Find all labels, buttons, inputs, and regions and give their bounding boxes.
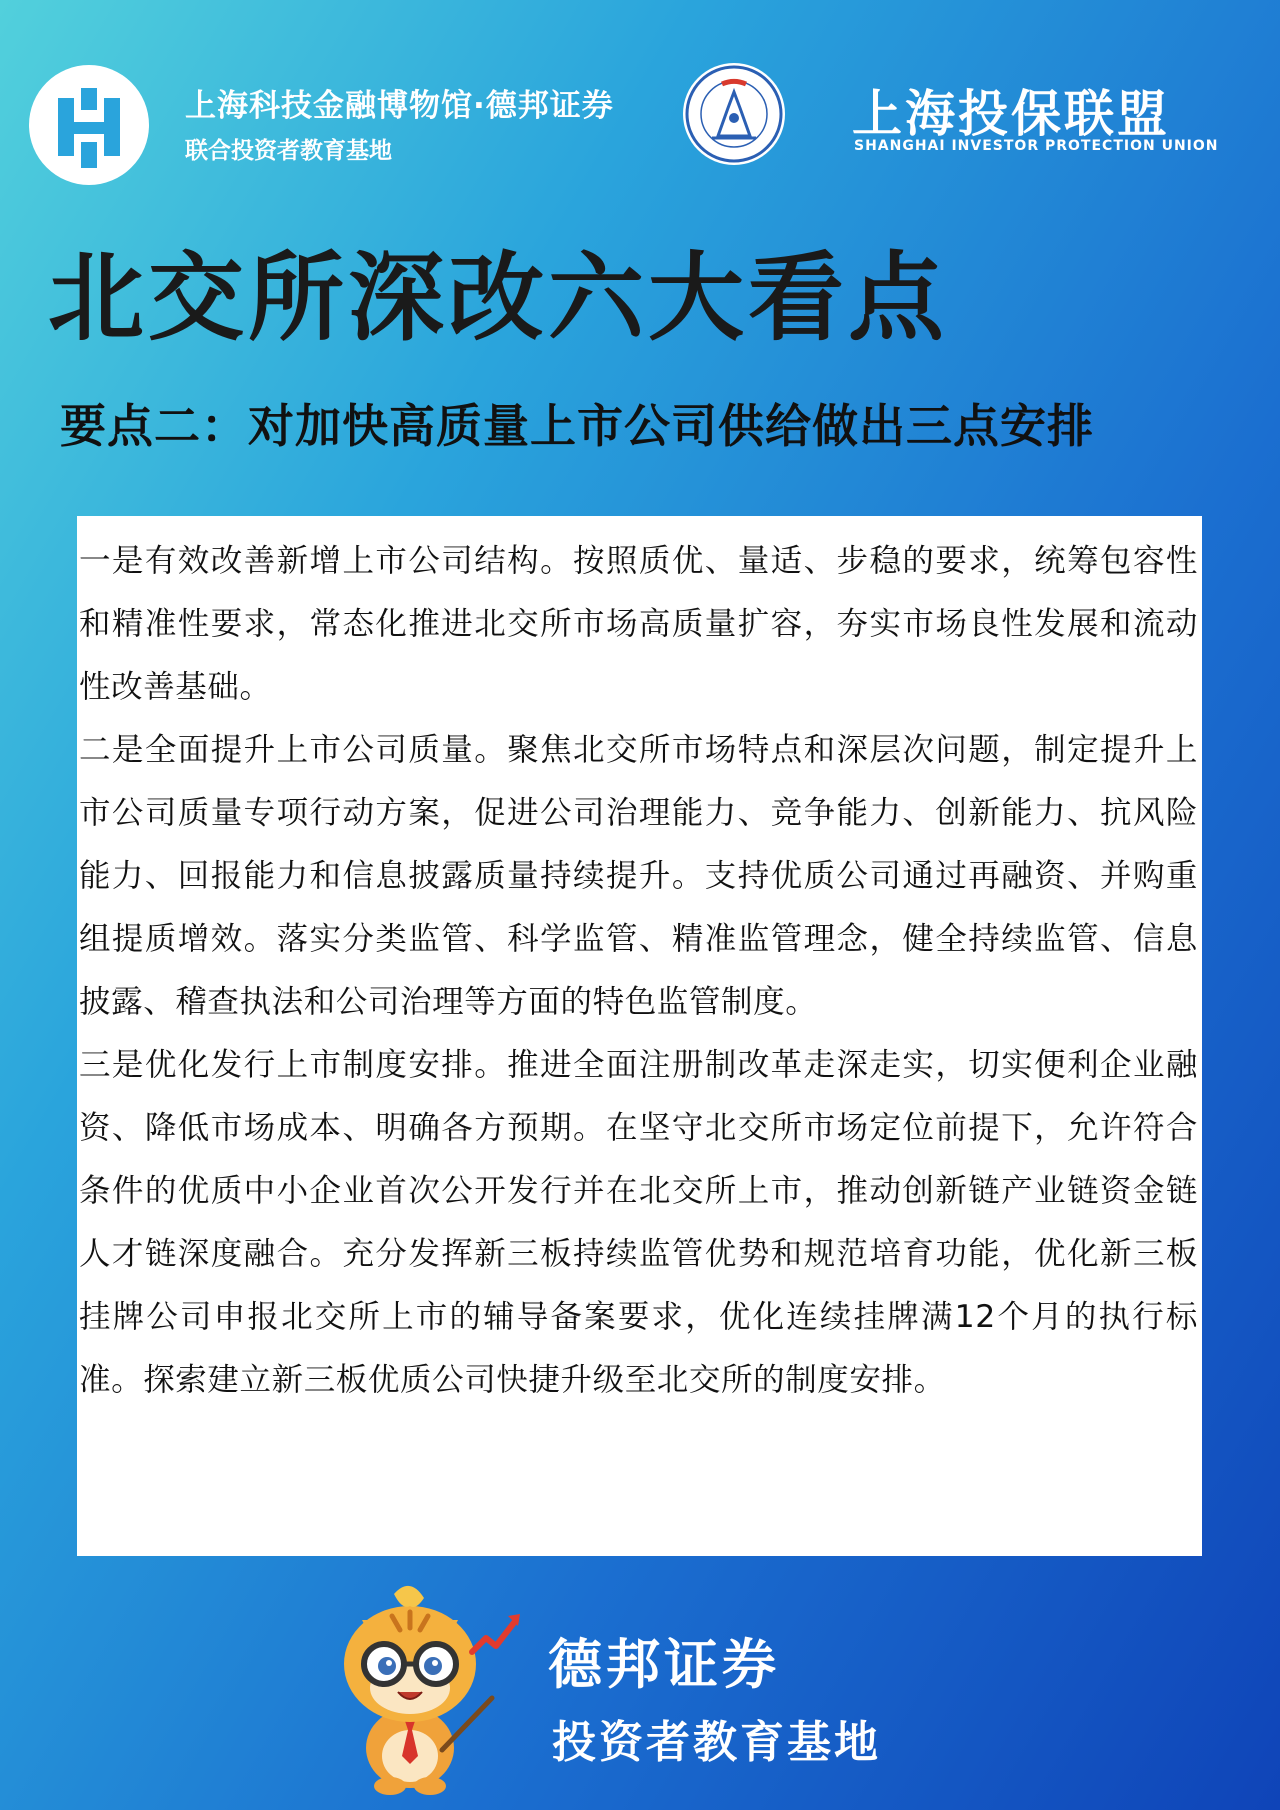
content-panel [77,516,1202,1556]
tiger-mascot-icon [332,1580,522,1800]
paragraph-point-one: 一是有效改善新增上市公司结构。按照质优、量适、步稳的要求，统筹包容性和精准性要求，常态化推进北交所市场高质量扩容，夯实市场良性发展和流动性改善基础。 [79,543,1198,705]
paragraph-point-three: 三是优化发行上市制度安排。推进全面注册制改革走深走实，切实便利企业融资、降低市场成本、明确各方预期。在坚守北交所市场定位前提下，允许符合条件的优质中小企业首次公开发行并在北交所上市，推动创新链产业链资金链人才链深度融合。充分发挥新三板持续监管优势和规范培育功能，优化新三板挂牌公司申报北交所上市的辅导备案要求，优化连续挂牌满12个月的执行标准。探索建立新三板优质公司快捷升级至北交所的制度安排。 [79,1047,1198,1398]
union-name-en: SHANGHAI INVESTOR PROTECTION UNION [854,138,1219,154]
union-name-cn: 上海投保联盟 [852,84,1170,143]
museum-seal-icon [682,62,786,166]
museum-subtitle: 联合投资者教育基地 [185,138,392,164]
footer-brand: 德邦证券 [548,1633,780,1696]
footer-subtitle: 投资者教育基地 [552,1717,881,1768]
museum-logo-icon [28,64,150,186]
paragraph-point-two: 二是全面提升上市公司质量。聚焦北交所市场特点和深层次问题，制定提升上市公司质量专项行动方案，促进公司治理能力、竞争能力、创新能力、抗风险能力、回报能力和信息披露质量持续提升。支持优质公司通过再融资、并购重组提质增效。落实分类监管、科学监管、精准监管理念，健全持续监管、信息披露、稽查执法和公司治理等方面的特色监管制度。 [79,732,1198,1020]
page-subtitle: 要点二：对加快高质量上市公司供给做出三点安排 [60,399,1094,453]
page-title: 北交所深改六大看点 [48,242,948,354]
museum-name: 上海科技金融博物馆·德邦证券 [185,88,614,124]
